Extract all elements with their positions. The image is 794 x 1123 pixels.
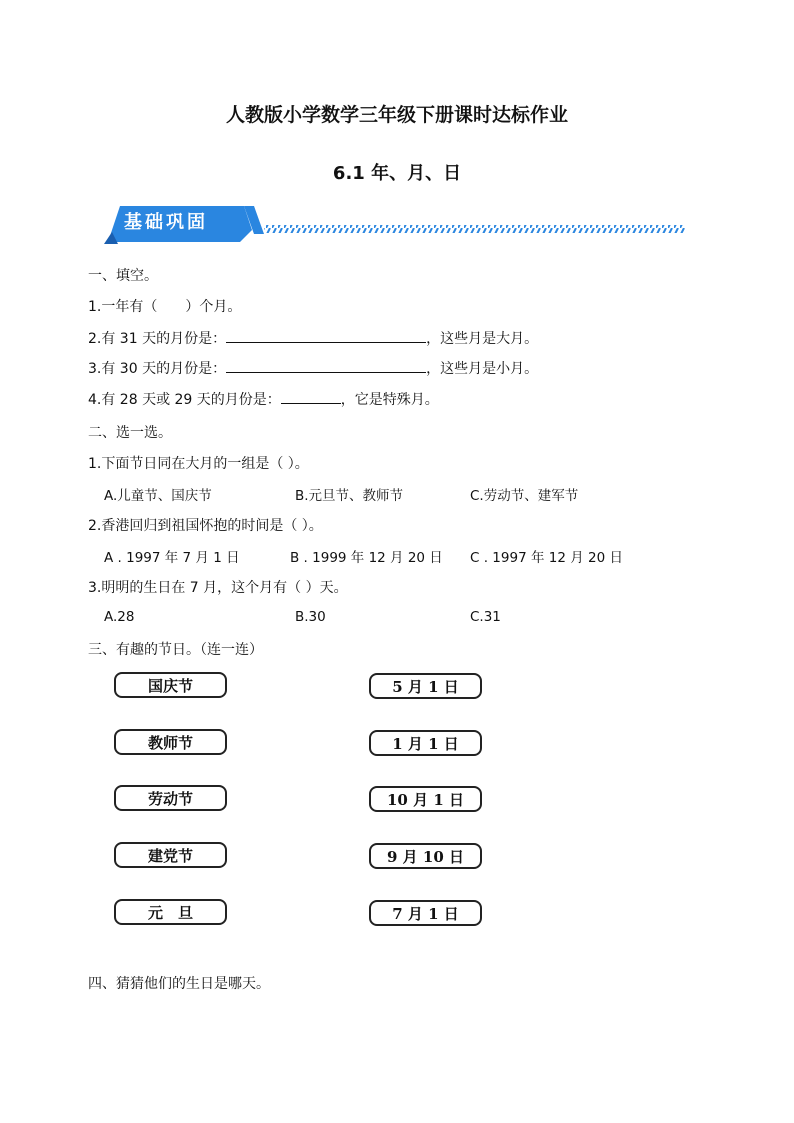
q1-post: ）个月。 <box>185 299 242 315</box>
choice-question-3: 3.明明的生日在 7 月，这个月有（ ）天。 <box>88 580 348 596</box>
fill-question-3 <box>88 358 538 378</box>
q3-option-b[interactable]: B.30 <box>295 609 326 625</box>
q1-option-c[interactable]: C.劳动节、建军节 <box>470 488 579 504</box>
date-box[interactable]: 9 月 10 日 <box>369 843 482 869</box>
fill-question-4 <box>88 389 439 409</box>
answer-blank[interactable] <box>226 358 426 373</box>
q3-pre: 3.有 30 天的月份是： <box>88 361 227 377</box>
date-box[interactable]: 1 月 1 日 <box>369 730 482 756</box>
q1-option-b[interactable]: B.元旦节、教师节 <box>295 488 404 504</box>
date-box[interactable]: 5 月 1 日 <box>369 673 482 699</box>
q3-option-c[interactable]: C.31 <box>470 609 501 625</box>
fill-question-1 <box>88 296 241 316</box>
q4-pre: 4.有 28 天或 29 天的月份是： <box>88 392 281 408</box>
section1-heading: 一、填空。 <box>88 268 158 284</box>
lesson-subtitle: 6.1 年、月、日 <box>332 163 462 184</box>
q2-pre: 2.有 31 天的月份是： <box>88 331 227 347</box>
holiday-box[interactable]: 建党节 <box>114 842 227 868</box>
q3-post: ，这些月是小月。 <box>426 361 539 377</box>
q4-post: ，它是特殊月。 <box>340 392 439 408</box>
q2-post: ，这些月是大月。 <box>426 331 539 347</box>
section4-heading: 四、猜猜他们的生日是哪天。 <box>88 976 270 992</box>
q1-option-a[interactable]: A.儿童节、国庆节 <box>104 488 212 504</box>
q1-pre: 1.一年有（ <box>88 299 158 315</box>
holiday-box[interactable]: 劳动节 <box>114 785 227 811</box>
page-title: 人教版小学数学三年级下册课时达标作业 <box>225 104 568 126</box>
holiday-box[interactable]: 教师节 <box>114 729 227 755</box>
date-box[interactable]: 10 月 1 日 <box>369 786 482 812</box>
section2-heading: 二、选一选。 <box>88 425 172 441</box>
section3-heading: 三、有趣的节日。（连一连） <box>88 642 263 658</box>
q2-option-c[interactable]: C . 1997 年 12 月 20 日 <box>470 550 623 566</box>
holiday-box[interactable]: 国庆节 <box>114 672 227 698</box>
choice-question-2: 2.香港回归到祖国怀抱的时间是（ ）。 <box>88 518 323 534</box>
answer-blank[interactable] <box>281 389 341 404</box>
fill-question-2 <box>88 328 538 348</box>
banner-label: 基础巩固 <box>124 212 208 233</box>
choice-question-1: 1.下面节日同在大月的一组是（ ）。 <box>88 456 309 472</box>
holiday-box[interactable]: 元 旦 <box>114 899 227 925</box>
q2-option-b[interactable]: B . 1999 年 12 月 20 日 <box>290 550 443 566</box>
date-box[interactable]: 7 月 1 日 <box>369 900 482 926</box>
q3-option-a[interactable]: A.28 <box>104 609 135 625</box>
q2-option-a[interactable]: A . 1997 年 7 月 1 日 <box>104 550 240 566</box>
answer-blank[interactable] <box>226 328 426 343</box>
